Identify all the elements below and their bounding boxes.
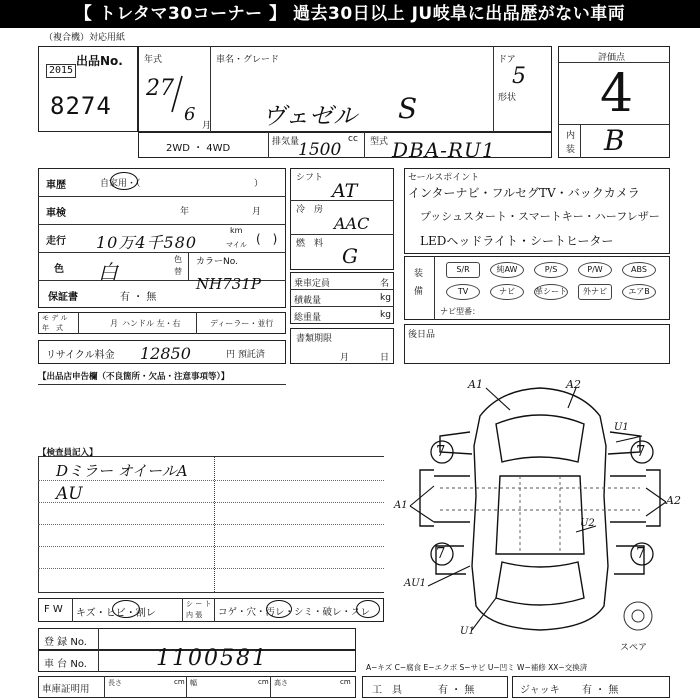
divider <box>104 676 105 698</box>
year-box: 2015 <box>46 64 76 78</box>
dim-unit: cm <box>258 678 269 686</box>
inspector-line-1: Dミラー オイールA <box>56 462 188 480</box>
warranty-options: 有 ・ 無 <box>120 292 157 303</box>
model-label: 型式 <box>370 137 389 147</box>
reg-no-label: 登 録 No. <box>44 637 87 648</box>
disp-label: 排気量 <box>272 137 300 147</box>
name-label: 車名・グレード <box>216 55 280 65</box>
mile-unit: マイル <box>226 241 247 249</box>
history-options: 自家用・（ <box>100 179 141 189</box>
circle-mark <box>266 600 292 618</box>
after-box <box>404 324 670 364</box>
color-change: 色 <box>174 255 182 264</box>
gross-unit: kg <box>380 310 391 320</box>
tire-value: 7 <box>636 544 646 562</box>
car-name: ヴェゼル <box>262 102 358 130</box>
door-value: 5 <box>512 64 526 89</box>
color-value: 白 <box>98 260 118 284</box>
shaken-year: 年 <box>180 207 190 217</box>
km-unit: km <box>230 226 243 235</box>
color-change: 替 <box>174 267 182 276</box>
damage-mark: A2 <box>566 378 581 391</box>
divider <box>364 132 365 158</box>
equip-item: ABS <box>622 262 656 278</box>
equip-item: 革シート <box>534 284 568 300</box>
divider <box>38 546 384 547</box>
dim-label: 高さ <box>274 679 288 687</box>
shift-value: AT <box>332 180 358 202</box>
shift-label: シフト <box>296 173 324 183</box>
sheet-note: （複合機）対応用紙 <box>44 33 126 43</box>
divider <box>434 256 435 320</box>
damage-mark: AU1 <box>404 578 427 589</box>
sales-line: プッシュスタート・スマートキー・ハーフレザー <box>420 210 660 223</box>
divider <box>214 598 215 622</box>
interior-value: B <box>604 124 625 157</box>
fuel-label: 燃 料 <box>296 239 324 249</box>
history-label: 車歴 <box>46 180 66 191</box>
history-close: ） <box>254 179 264 189</box>
divider <box>182 598 183 622</box>
divider <box>98 628 99 650</box>
model-year-label: 年 式 <box>42 324 63 332</box>
damage-mark: A1 <box>468 378 483 391</box>
lot-number: 8274 <box>50 92 112 120</box>
disp-unit: cc <box>348 134 358 144</box>
inspector-line-2: AU <box>56 484 83 504</box>
jack-label: ジャッキ <box>520 685 560 696</box>
damage-mark: U1 <box>614 422 629 433</box>
reg-day: 日 <box>380 353 390 363</box>
tools-options: 有 ・ 無 <box>438 685 475 696</box>
header-banner: 【 トレタマ30コーナー 】 過去30日以上 JU岐阜に出品歴がない車両 <box>0 0 700 28</box>
load-unit: kg <box>380 293 391 303</box>
capacity-unit: 名 <box>380 279 390 289</box>
damage-mark: U1 <box>460 626 475 637</box>
year-value: 27 <box>146 76 174 101</box>
divider <box>290 306 394 307</box>
interior-label: 装 <box>566 145 576 155</box>
shape-label: 形状 <box>498 93 517 103</box>
divider <box>186 676 187 698</box>
score-value: 4 <box>600 64 634 124</box>
mileage-value: 10万4千580 <box>96 233 198 252</box>
seat-options: コゲ・穴・汚レ・シミ・破レ・スレ <box>218 607 371 618</box>
divider <box>270 676 271 698</box>
divider <box>290 289 394 290</box>
divider <box>72 598 73 622</box>
nenshiki-label: 年式 <box>144 55 163 65</box>
month-unit: 月 <box>202 121 212 131</box>
equip-label: 装 <box>414 269 424 279</box>
shaken-label: 車検 <box>46 208 66 219</box>
mileage-paren: ( ) <box>256 232 278 246</box>
disp-value: 1500 <box>298 140 342 160</box>
capacity-label: 乗車定員 <box>294 279 331 289</box>
divider <box>196 312 197 334</box>
damage-mark: A2 <box>666 494 681 507</box>
dim-unit: cm <box>174 678 185 686</box>
equip-item: P/S <box>534 262 568 278</box>
load-label: 積載量 <box>294 296 322 306</box>
sales-line: インターナビ・フルセグTV・バックカメラ <box>408 186 640 200</box>
car-grade: S <box>398 92 418 125</box>
divider <box>38 568 384 569</box>
handle-label: ハンドル 左・右 <box>122 319 181 328</box>
chassis-label: 車 台 No. <box>44 659 87 670</box>
equip-item: S/R <box>446 262 480 278</box>
dim-unit: cm <box>340 678 351 686</box>
divider <box>188 252 189 280</box>
tools-label: 工 具 <box>372 685 402 696</box>
tire-value: 7 <box>436 544 446 562</box>
circle-mark <box>112 600 140 618</box>
color-no-label: カラーNo. <box>196 257 238 267</box>
tire-value: 7 <box>636 442 646 460</box>
divider <box>38 196 286 197</box>
damage-legend: A−キズ C−腐食 E−エクボ S−サビ U−凹ミ W−補修 XX−交換済 <box>366 663 588 672</box>
reg-label: 書類期限 <box>296 334 333 344</box>
divider <box>290 234 394 235</box>
navi-type-label: ナビ型番： <box>440 307 480 316</box>
declaration-title: 【出品店申告欄（不良箇所・欠品・注意事項等）】 <box>38 372 230 382</box>
recycle-value: 12850 <box>140 344 191 363</box>
circle-mark <box>356 600 380 618</box>
reg-month: 月 <box>340 353 350 363</box>
spare-label: スペア <box>620 643 648 653</box>
shaken-month: 月 <box>252 207 262 217</box>
inspector-title: 【検査員記入】 <box>38 448 98 458</box>
equip-label: 備 <box>414 287 424 297</box>
gross-label: 総重量 <box>294 313 322 323</box>
fw-label: F W <box>44 604 63 615</box>
divider <box>38 524 384 525</box>
interior-label: 内 <box>566 131 576 141</box>
model-year-month: 月 <box>110 319 118 328</box>
sales-line: LEDヘッドライト・シートヒーター <box>420 234 614 248</box>
fw-options: キズ・ヒビ・割レ <box>76 608 156 619</box>
car-diagram <box>400 376 680 646</box>
recycle-unit: 円 預託済 <box>226 350 265 360</box>
divider <box>38 502 384 503</box>
score-label: 評価点 <box>598 53 626 63</box>
after-label: 後日品 <box>408 330 436 340</box>
equip-item: 純AW <box>490 262 524 278</box>
slash-mark <box>170 74 184 114</box>
model-year-label: モ デ ル <box>42 314 68 322</box>
chassis-value: 1100581 <box>156 646 268 671</box>
divider <box>98 650 99 672</box>
color-no-value: NH731P <box>196 275 261 293</box>
equip-item: TV <box>446 284 480 300</box>
recycle-label: リサイクル料金 <box>46 350 115 361</box>
equip-item: P/W <box>578 262 612 278</box>
dim-label: 長さ <box>108 679 122 687</box>
dim-label: 幅 <box>190 679 197 687</box>
aircon-label: 冷 房 <box>296 205 324 215</box>
damage-mark: A1 <box>394 500 408 511</box>
dealer-label: ディーラー・並行 <box>210 319 274 328</box>
lot-label: 出品No. <box>76 54 123 68</box>
model-value: DBA-RU1 <box>392 138 496 162</box>
mileage-label: 走行 <box>46 236 66 247</box>
equip-item: 外ナビ <box>578 284 612 300</box>
divider <box>493 46 494 132</box>
drive-label: 2WD ・ 4WD <box>166 143 231 154</box>
sales-label: セールスポイント <box>408 173 480 183</box>
color-label: 色 <box>54 264 64 275</box>
damage-mark: U2 <box>580 518 595 529</box>
garage-label: 車庫証明用 <box>42 684 90 695</box>
seat-label: 内 張 <box>186 611 203 619</box>
divider <box>38 384 286 385</box>
divider <box>580 124 581 158</box>
fuel-value: G <box>342 244 358 268</box>
divider <box>78 312 79 334</box>
divider <box>268 132 269 158</box>
month-value: 6 <box>184 104 196 125</box>
equip-item: ナビ <box>490 284 524 300</box>
tire-value: 7 <box>436 442 446 460</box>
divider <box>38 592 384 593</box>
door-label: ドア <box>498 55 516 65</box>
seat-label: シ ー ト <box>186 600 212 608</box>
circle-mark <box>110 172 138 190</box>
warranty-label: 保証書 <box>48 292 78 303</box>
jack-options: 有 ・ 無 <box>582 685 619 696</box>
divider <box>38 456 384 457</box>
equip-item: エアB <box>622 284 656 300</box>
divider <box>38 224 286 225</box>
aircon-value: AAC <box>334 214 370 233</box>
